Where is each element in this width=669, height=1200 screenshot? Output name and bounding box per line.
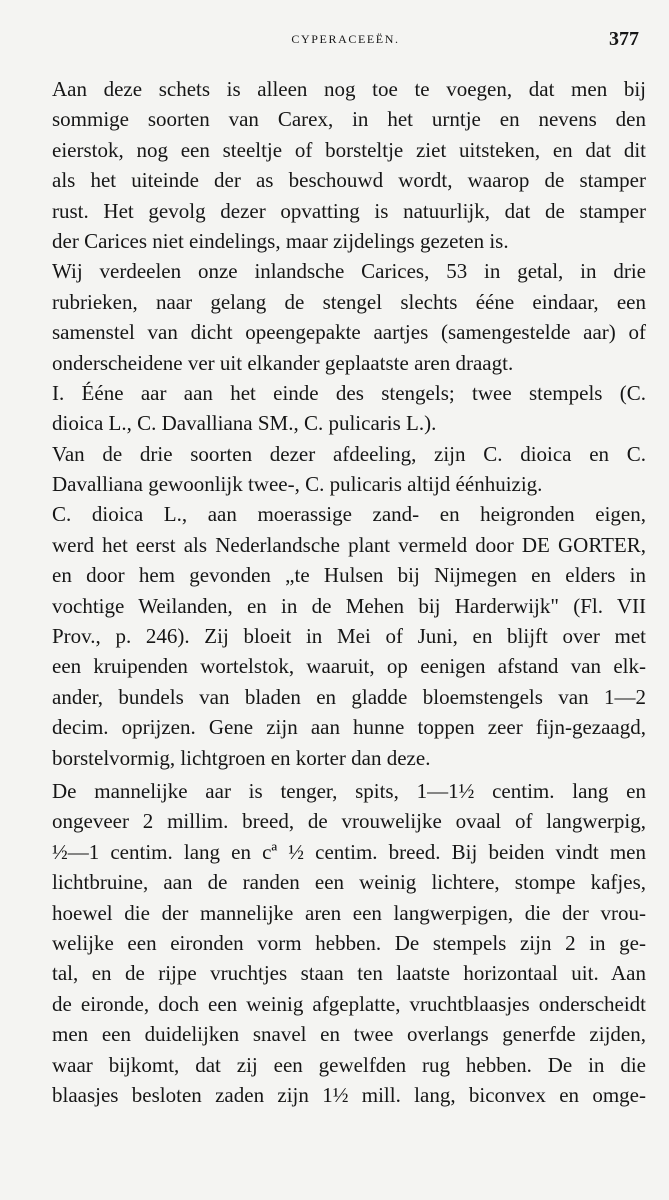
text-line: de eironde, doch een weinig afgeplatte, vruchtblaasjes onderscheidt (52, 991, 646, 1016)
text-line: werd het eerst als Nederlandsche plant vermeld door DE GORTER, (52, 532, 646, 557)
text-line: ½—1 centim. lang en cª ½ centim. breed. Bij beiden vindt men (52, 839, 646, 864)
text-line: C. dioica L., aan moerassige zand- en heigronden eigen, (52, 502, 646, 527)
text-line: men een duidelijken snavel en twee overlangs generfde zijden, (52, 1022, 646, 1047)
text-line: en door hem gevonden „te Hulsen bij Nijmegen en elders in (52, 563, 646, 588)
text-line: rubrieken, naar gelang de stengel slechts ééne eindaar, een (52, 289, 646, 314)
text-line: Aan deze schets is alleen nog toe te voegen, dat men bij (52, 77, 646, 101)
text-line: De mannelijke aar is tenger, spits, 1—1½ centim. lang en (52, 778, 646, 803)
text-line: borstelvormig, lichtgroen en korter dan deze. (52, 745, 431, 770)
text-line: tal, en de rijpe vruchtjes staan ten laatste horizontaal uit. Aan (52, 961, 646, 986)
running-title: CYPERACEEËN. (291, 32, 400, 46)
text-line: der Carices niet eindelings, maar zijdelings gezeten is. (52, 228, 509, 253)
page-number: 377 (609, 28, 639, 50)
text-line: sommige soorten van Carex, in het urntje en nevens den (52, 107, 646, 132)
text-line: vochtige Weilanden, en in de Mehen bij Harderwijk" (Fl. VII (52, 593, 646, 618)
text-line: dioica L., C. Davalliana SM., C. pulicaris L.). (52, 411, 437, 436)
text-line: blaasjes besloten zaden zijn 1½ mill. lang, biconvex en omge- (52, 1082, 646, 1107)
text-line: lichtbruine, aan de randen een weinig lichtere, stompe kafjes, (52, 870, 646, 895)
text-line: een kruipenden wortelstok, waaruit, op eenigen afstand van elk- (52, 654, 646, 679)
text-line: rust. Het gevolg dezer opvatting is natuurlijk, dat de stamper (52, 198, 646, 223)
text-line: Wij verdeelen onze inlandsche Carices, 53 in getal, in drie (52, 259, 646, 284)
text-line: ander, bundels van bladen en gladde bloemstengels van 1—2 (52, 684, 646, 709)
text-line: Prov., p. 246). Zij bloeit in Mei of Juni, en blijft over met (52, 624, 646, 649)
text-line: eierstok, nog een steeltje of borsteltje ziet uitsteken, en dat dit (52, 137, 646, 162)
text-line: Davalliana gewoonlijk twee-, C. pulicaris altijd éénhuizig. (52, 472, 543, 497)
text-line: decim. oprijzen. Gene zijn aan hunne toppen zeer fijn-gezaagd, (52, 715, 646, 740)
running-head (52, 26, 639, 54)
text-line: als het uiteinde der as beschouwd wordt, waarop de stamper (52, 168, 646, 193)
text-line: welijke een eironden vorm hebben. De stempels zijn 2 in ge- (52, 930, 646, 955)
body-text (52, 74, 646, 1110)
text-line: I. Ééne aar aan het einde des stengels; twee stempels (C. (52, 380, 646, 405)
text-line: Van de drie soorten dezer afdeeling, zijn C. dioica en C. (52, 441, 646, 466)
text-line: waar bijkomt, dat zij een gewelfden rug hebben. De in die (52, 1052, 646, 1077)
text-line: onderscheidene ver uit elkander geplaatste aren draagt. (52, 350, 514, 375)
text-line: hoewel die der mannelijke aren een langwerpigen, die der vrou- (52, 900, 646, 925)
text-line: samenstel van dicht opeengepakte aartjes (samengestelde aar) of (52, 320, 646, 345)
text-line: ongeveer 2 millim. breed, de vrouwelijke ovaal of langwerpig, (52, 809, 646, 834)
